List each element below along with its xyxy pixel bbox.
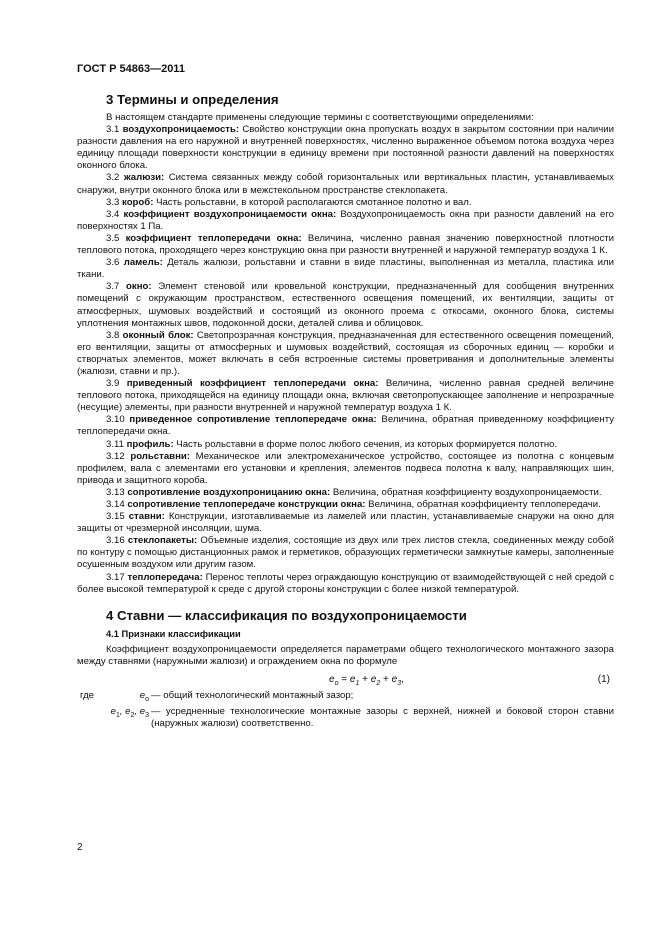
formula-t3-sub: 3	[397, 679, 402, 687]
terms-list	[77, 124, 614, 596]
term-name: сопротивление воздухопроницанию окна:	[127, 486, 331, 498]
section-4-1-paragraph: Коэффициент воздухопроницаемости определяется параметрами общего технологического монтажного зазора между ставнями (наружными жалюзи) и ограждением окна по формуле	[77, 643, 614, 667]
formula-1	[77, 670, 614, 690]
term-entry	[77, 281, 614, 329]
legend-sym3: , e	[134, 705, 146, 717]
term-name: рольставни:	[130, 450, 190, 462]
term-number: 3.14	[106, 499, 128, 510]
term-number: 3.16	[106, 535, 128, 547]
term-entry	[77, 124, 614, 172]
formula-plus1: +	[359, 673, 371, 685]
term-name: профиль:	[126, 438, 174, 450]
term-entry	[77, 511, 614, 535]
term-name: окно:	[126, 281, 152, 293]
formula-end: ,	[401, 673, 404, 685]
legend-row	[77, 706, 614, 730]
legend-sym: e	[139, 689, 146, 701]
term-entry	[77, 233, 614, 257]
term-entry	[77, 439, 614, 451]
term-definition: Светопрозрачная конструкция, предназначенная для естественного освещения помещений, его вентиляции, защиты от атмосферных и шумовых воздействий, состоящая из сборочных единиц — коробки и створчатых элементов, может включать в себя встроенные системы проветривания и дополнительные элементы (жалюзи, ставни и пр.).	[77, 329, 614, 377]
term-definition: Величина, численно равная значению поверхностной плотности теплового потока, проходящего через конструкцию окна при разности внутренней и наружной температур воздуха 1 К.	[77, 232, 614, 257]
term-definition: Величина, обратная коэффициенту воздухопроницаемости.	[330, 486, 602, 498]
term-definition: Часть рольставни в форме полос любого сечения, из которых формируется полотно.	[173, 438, 558, 450]
term-name: воздухопроницаемость:	[122, 124, 240, 136]
term-number: 3.6	[106, 257, 124, 269]
term-number: 3.12	[106, 450, 131, 462]
term-name: коэффициент воздухопроницаемости окна:	[123, 208, 337, 220]
term-number: 3.17	[106, 571, 128, 583]
term-definition: Перенос теплоты через ограждающую конструкцию от взаимодействующей с ней средой с более высокой температурой к среде с другой стороны конструкции с более низкой температурой.	[77, 571, 614, 595]
legend-sym: e	[110, 705, 116, 717]
term-number: 3.1	[106, 124, 123, 136]
formula-lhs: e	[329, 673, 335, 685]
term-definition: Воздухопроницаемость окна при разности давлений на его поверхностях 1 Па.	[77, 208, 614, 232]
term-number: 3.10	[106, 414, 130, 426]
term-entry	[77, 197, 614, 209]
term-name: жалюзи:	[123, 172, 165, 184]
term-number: 3.15	[106, 511, 129, 523]
term-name: приведенный коэффициент теплопередачи окна:	[126, 378, 379, 390]
term-entry	[77, 330, 614, 378]
formula-number: (1)	[597, 673, 610, 685]
term-entry	[77, 499, 614, 511]
term-number: 3.5	[106, 232, 126, 244]
term-name: ставни:	[128, 511, 165, 523]
term-number: 3.2	[106, 172, 124, 184]
formula-t1-sub: 1	[355, 679, 360, 687]
legend-sym2-sub: 2	[130, 711, 135, 719]
formula-expression	[329, 674, 404, 687]
term-definition: Величина, численно равная средней величине теплового потока, приходящейся на единицу площади окна, включая светопропускающее заполнение и непрозрачные (несущие) элементы, при разности внутренней и наружной температур воздуха 1 К.	[77, 378, 614, 414]
formula-t2-sub: 2	[376, 679, 381, 687]
term-definition: Механическое или электромеханическое устройство, состоящее из полотна с концевым профилем, вала с элементами его установки и крепления, элементов подвеса полотна к валу, направляющих шин, привода и защитного короба.	[77, 450, 614, 486]
legend-sym3-sub: 3	[145, 711, 149, 719]
page-number: 2	[77, 842, 83, 853]
term-name: теплопередача:	[127, 571, 203, 583]
term-definition: Элемент стеновой или кровельной конструкции, предназначенный для сообщения внутренних помещений с окружающим пространством, естественного освещения помещений, их вентиляции, защиты от атмосферных, шумовых воздействий и состоящий из оконного проема с откосами, оконного блока, системы уплотнения монтажных швов, подоконной доски, деталей слива и облицовок.	[77, 281, 614, 329]
section-4	[77, 608, 614, 730]
standard-code-header: ГОСТ Р 54863—2011	[77, 63, 185, 75]
legend-symbol	[77, 690, 151, 706]
formula-t1: e	[349, 673, 356, 685]
legend-sym-sub: o	[145, 695, 149, 703]
term-definition: Часть рольставни, в которой располагаются смотанное полотно и вал.	[153, 196, 472, 208]
term-number: 3.7	[106, 281, 127, 293]
legend-where-word: где	[80, 689, 95, 701]
term-entry	[77, 414, 614, 438]
term-entry	[77, 487, 614, 499]
term-entry	[77, 535, 614, 571]
term-number: 3.13	[106, 486, 128, 498]
formula-lhs-sub: o	[334, 679, 339, 687]
legend-description: — усредненные технологические монтажные зазоры с верхней, нижней и боковой сторон ставни (наружных жалюзи) соответственно.	[151, 705, 614, 730]
term-name: коэффициент теплопередачи окна:	[125, 232, 302, 244]
term-entry	[77, 172, 614, 196]
legend-sym2: , e	[119, 705, 131, 717]
formula-legend	[77, 690, 614, 730]
term-definition: Конструкции, изготавливаемые из ламелей или пластин, устанавливаемые снаружи на окно для защиты от чрезмерной инсоляции, шума.	[77, 511, 615, 535]
term-number: 3.11	[106, 438, 127, 450]
term-definition: Объемные изделия, состоящие из двух или трех листов стекла, соединенных между собой по контуру с помощью дистанционных рамок и герметиков, образующих герметически замкнутые камеры, заполненные осушенным воздухом или другим газом.	[77, 535, 614, 571]
term-definition: Свойство конструкции окна пропускать воздух в закрытом состоянии при наличии разности давления на его наружной и внутренней поверхностях, численно выраженное объемом потока воздуха через единицу площади поверхности конструкции в единицу времени при постоянной разности давлений на поверхностях оконного блока.	[77, 124, 614, 172]
term-entry	[77, 257, 614, 281]
term-name: стеклопакеты:	[127, 535, 198, 547]
term-name: оконный блок:	[122, 329, 194, 341]
term-definition: Величина, обратная коэффициенту теплопередачи.	[365, 499, 601, 510]
term-number: 3.9	[106, 378, 127, 390]
term-number: 3.3	[106, 196, 123, 208]
section-4-1-title: 4.1 Признаки классификации	[106, 628, 241, 639]
formula-plus2: +	[380, 673, 392, 685]
term-entry	[77, 451, 614, 487]
term-name: приведенное сопротивление теплопередаче окна:	[129, 414, 377, 426]
section-3-title: 3 Термины и определения	[106, 92, 279, 107]
term-name: ламель:	[123, 257, 163, 269]
legend-symbol	[77, 706, 151, 730]
term-entry	[77, 572, 614, 596]
legend-row	[77, 690, 614, 706]
formula-t3: e	[391, 673, 398, 685]
page-content	[77, 92, 614, 730]
term-definition: Величина, обратная приведенному коэффициенту теплопередачи окна.	[77, 414, 614, 438]
section-4-title: 4 Ставни — классификация по воздухопроницаемости	[106, 607, 467, 623]
term-definition: Деталь жалюзи, рольставни и ставни в виде пластины, выполненная из металла, пластика или ткани.	[77, 257, 614, 281]
term-number: 3.8	[106, 329, 123, 341]
term-definition: Система связанных между собой горизонтальных или вертикальных пластин, устанавливаемых снаружи, внутри оконного блока или в межстекольном пространстве стеклопакета.	[77, 172, 614, 196]
term-entry	[77, 378, 614, 414]
formula-eq: =	[338, 673, 350, 685]
section-3-intro: В настоящем стандарте применены следующие термины с соответствующими определениями:	[106, 112, 534, 123]
term-number: 3.4	[106, 208, 124, 220]
term-name: сопротивление теплопередаче конструкции окна:	[127, 499, 366, 510]
legend-description: — общий технологический монтажный зазор;	[151, 689, 354, 701]
term-entry	[77, 209, 614, 233]
formula-t2: e	[370, 673, 377, 685]
term-name: короб:	[122, 196, 154, 208]
legend-sym-sub: 1	[115, 711, 120, 719]
